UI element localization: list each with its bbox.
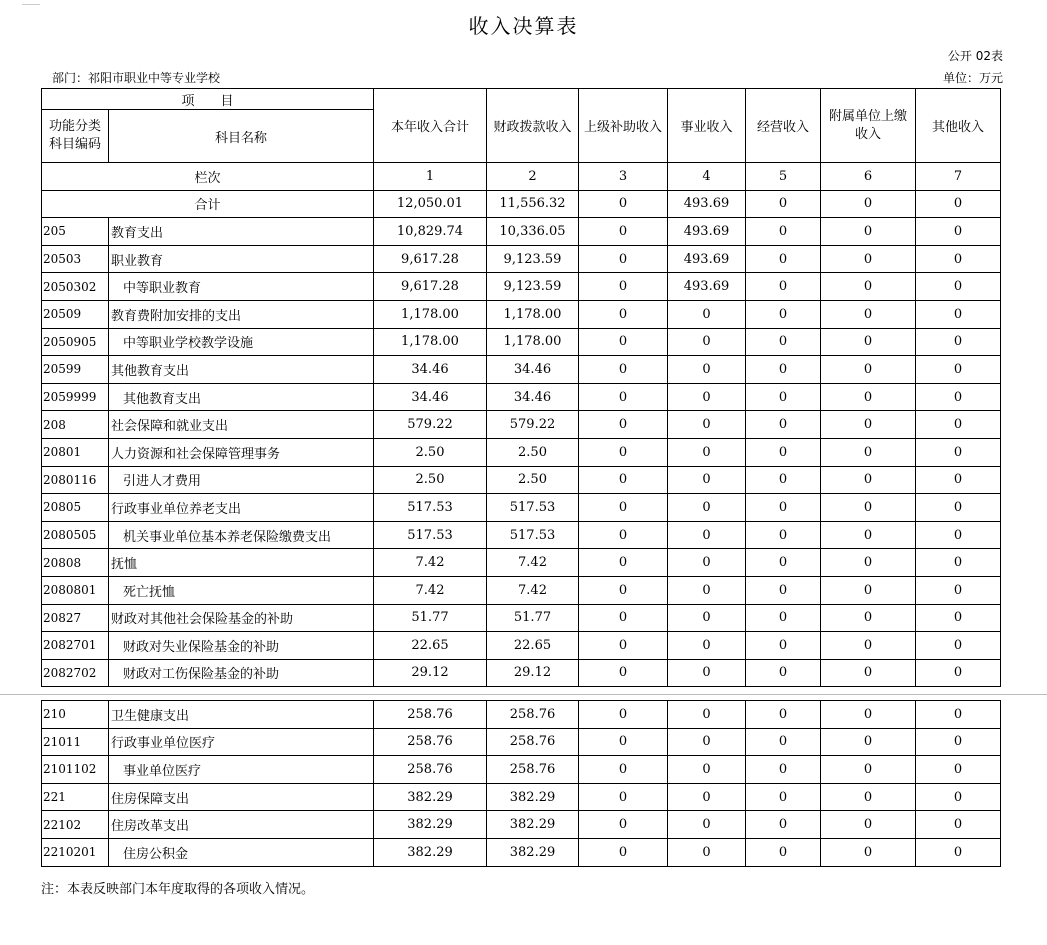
income-value: 258.76 — [487, 728, 579, 756]
income-value: 34.46 — [487, 383, 579, 411]
income-value: 0 — [579, 838, 668, 866]
income-value: 0 — [668, 576, 746, 604]
header-subject-name: 科目名称 — [109, 110, 374, 163]
income-value: 0 — [821, 838, 916, 866]
income-value: 0 — [916, 783, 1001, 811]
income-value: 0 — [579, 576, 668, 604]
header-func-code: 功能分类 科目编码 — [42, 110, 109, 163]
income-table-part1 — [41, 88, 1001, 687]
subject-code: 2080505 — [42, 521, 109, 549]
income-value: 0 — [821, 383, 916, 411]
income-value: 0 — [746, 783, 821, 811]
income-value: 0 — [746, 356, 821, 384]
income-value: 0 — [668, 300, 746, 328]
income-value: 382.29 — [487, 838, 579, 866]
income-value: 0 — [579, 411, 668, 439]
income-value: 0 — [916, 494, 1001, 522]
income-value: 0 — [668, 756, 746, 784]
income-value: 0 — [668, 728, 746, 756]
income-value: 0 — [746, 438, 821, 466]
subject-name: 死亡抚恤 — [109, 576, 374, 604]
income-value: 0 — [746, 273, 821, 301]
subject-name: 机关事业单位基本养老保险缴费支出 — [109, 521, 374, 549]
subject-code: 2080116 — [42, 466, 109, 494]
income-value: 0 — [821, 576, 916, 604]
subject-name: 社会保障和就业支出 — [109, 411, 374, 439]
subject-code: 2082701 — [42, 632, 109, 660]
income-value: 0 — [916, 328, 1001, 356]
income-value: 0 — [579, 328, 668, 356]
income-value: 517.53 — [374, 521, 487, 549]
income-value: 0 — [746, 728, 821, 756]
income-value: 0 — [916, 245, 1001, 273]
income-value: 0 — [579, 273, 668, 301]
table-row — [42, 811, 1001, 839]
income-value: 0 — [916, 300, 1001, 328]
income-value: 0 — [579, 494, 668, 522]
income-value: 1,178.00 — [374, 328, 487, 356]
income-value: 7.42 — [374, 576, 487, 604]
income-value: 0 — [746, 701, 821, 729]
income-value: 0 — [916, 383, 1001, 411]
total-label: 合计 — [42, 190, 374, 218]
subject-name: 中等职业教育 — [109, 273, 374, 301]
income-value: 517.53 — [374, 494, 487, 522]
subject-code: 2210201 — [42, 838, 109, 866]
income-value: 34.46 — [487, 356, 579, 384]
subject-code: 2101102 — [42, 756, 109, 784]
income-value: 0 — [746, 838, 821, 866]
income-value: 0 — [746, 576, 821, 604]
header-col-5: 经营收入 — [746, 89, 821, 163]
income-value: 2.50 — [374, 438, 487, 466]
header-col-4: 事业收入 — [668, 89, 746, 163]
subject-code: 221 — [42, 783, 109, 811]
income-value: 0 — [668, 438, 746, 466]
subject-name: 财政对其他社会保险基金的补助 — [109, 604, 374, 632]
income-value: 0 — [916, 632, 1001, 660]
income-value: 0 — [821, 521, 916, 549]
income-value: 34.46 — [374, 383, 487, 411]
table-row — [42, 356, 1001, 384]
footnote: 注：本表反映部门本年度取得的各项收入情况。 — [41, 882, 315, 897]
subject-code: 2059999 — [42, 383, 109, 411]
income-value: 0 — [746, 218, 821, 246]
income-value: 0 — [746, 811, 821, 839]
subject-name: 事业单位医疗 — [109, 756, 374, 784]
column-index: 7 — [916, 163, 1001, 191]
income-value: 0 — [916, 604, 1001, 632]
income-value: 22.65 — [374, 632, 487, 660]
table-row — [42, 521, 1001, 549]
income-value: 0 — [916, 549, 1001, 577]
subject-name: 财政对工伤保险基金的补助 — [109, 659, 374, 687]
income-value: 0 — [916, 756, 1001, 784]
income-value: 258.76 — [487, 756, 579, 784]
income-value: 0 — [579, 300, 668, 328]
total-value: 0 — [579, 190, 668, 218]
income-value: 0 — [668, 356, 746, 384]
income-value: 382.29 — [487, 811, 579, 839]
table-row — [42, 728, 1001, 756]
income-value: 0 — [746, 300, 821, 328]
income-value: 0 — [668, 659, 746, 687]
income-value: 382.29 — [374, 811, 487, 839]
subject-name: 抚恤 — [109, 549, 374, 577]
income-value: 0 — [668, 701, 746, 729]
income-value: 0 — [821, 273, 916, 301]
income-value: 0 — [668, 521, 746, 549]
income-value: 0 — [746, 466, 821, 494]
income-value: 258.76 — [374, 756, 487, 784]
subject-code: 21011 — [42, 728, 109, 756]
subject-code: 20509 — [42, 300, 109, 328]
income-value: 0 — [668, 383, 746, 411]
subject-name: 引进人才费用 — [109, 466, 374, 494]
income-value: 10,336.05 — [487, 218, 579, 246]
table-row — [42, 701, 1001, 729]
income-value: 0 — [579, 549, 668, 577]
income-value: 1,178.00 — [487, 300, 579, 328]
income-value: 0 — [746, 245, 821, 273]
subject-code: 2050302 — [42, 273, 109, 301]
income-value: 0 — [821, 411, 916, 439]
column-index: 6 — [821, 163, 916, 191]
income-value: 0 — [821, 811, 916, 839]
income-value: 579.22 — [487, 411, 579, 439]
income-value: 0 — [821, 245, 916, 273]
income-value: 0 — [579, 701, 668, 729]
table-row — [42, 218, 1001, 246]
header-col-1: 本年收入合计 — [374, 89, 487, 163]
income-value: 1,178.00 — [487, 328, 579, 356]
subject-code: 20827 — [42, 604, 109, 632]
income-value: 258.76 — [487, 701, 579, 729]
income-value: 0 — [821, 438, 916, 466]
income-value: 0 — [668, 328, 746, 356]
subject-code: 20808 — [42, 549, 109, 577]
table-row — [42, 838, 1001, 866]
income-value: 0 — [668, 411, 746, 439]
income-value: 7.42 — [374, 549, 487, 577]
total-value: 0 — [746, 190, 821, 218]
subject-code: 208 — [42, 411, 109, 439]
income-value: 0 — [668, 494, 746, 522]
income-value: 0 — [821, 728, 916, 756]
income-value: 7.42 — [487, 549, 579, 577]
total-value: 11,556.32 — [487, 190, 579, 218]
income-value: 0 — [579, 356, 668, 384]
income-value: 0 — [579, 659, 668, 687]
table-row — [42, 632, 1001, 660]
income-value: 0 — [579, 383, 668, 411]
subject-name: 教育支出 — [109, 218, 374, 246]
income-value: 0 — [746, 494, 821, 522]
income-value: 0 — [579, 466, 668, 494]
subject-name: 行政事业单位养老支出 — [109, 494, 374, 522]
income-value: 0 — [821, 300, 916, 328]
income-value: 382.29 — [374, 838, 487, 866]
income-value: 0 — [821, 218, 916, 246]
income-value: 0 — [746, 383, 821, 411]
income-value: 0 — [668, 604, 746, 632]
table-row — [42, 245, 1001, 273]
income-value: 0 — [668, 632, 746, 660]
income-value: 9,123.59 — [487, 273, 579, 301]
subject-code: 2080801 — [42, 576, 109, 604]
subject-name: 财政对失业保险基金的补助 — [109, 632, 374, 660]
income-value: 0 — [746, 549, 821, 577]
table-row — [42, 383, 1001, 411]
subject-code: 205 — [42, 218, 109, 246]
subject-name: 人力资源和社会保障管理事务 — [109, 438, 374, 466]
subject-name: 其他教育支出 — [109, 383, 374, 411]
subject-name: 住房公积金 — [109, 838, 374, 866]
income-value: 258.76 — [374, 728, 487, 756]
income-value: 29.12 — [374, 659, 487, 687]
income-value: 0 — [579, 756, 668, 784]
income-value: 0 — [746, 521, 821, 549]
income-value: 0 — [668, 783, 746, 811]
subject-code: 2082702 — [42, 659, 109, 687]
income-value: 0 — [579, 218, 668, 246]
income-value: 579.22 — [374, 411, 487, 439]
column-index: 1 — [374, 163, 487, 191]
column-index: 2 — [487, 163, 579, 191]
subject-name: 住房改革支出 — [109, 811, 374, 839]
income-value: 0 — [821, 701, 916, 729]
income-value: 0 — [746, 604, 821, 632]
income-value: 0 — [821, 356, 916, 384]
income-value: 0 — [668, 466, 746, 494]
subject-name: 行政事业单位医疗 — [109, 728, 374, 756]
page-title: 收入决算表 — [468, 14, 579, 38]
income-value: 0 — [916, 356, 1001, 384]
table-row — [42, 328, 1001, 356]
income-value: 493.69 — [668, 273, 746, 301]
column-index: 5 — [746, 163, 821, 191]
income-value: 0 — [821, 466, 916, 494]
income-value: 0 — [916, 411, 1001, 439]
income-value: 0 — [579, 811, 668, 839]
subject-name: 中等职业学校教学设施 — [109, 328, 374, 356]
income-value: 0 — [668, 811, 746, 839]
income-value: 34.46 — [374, 356, 487, 384]
income-value: 0 — [916, 273, 1001, 301]
income-value: 0 — [916, 218, 1001, 246]
header-col-3: 上级补助收入 — [579, 89, 668, 163]
income-table-part2 — [41, 700, 1001, 867]
subject-code: 210 — [42, 701, 109, 729]
income-value: 258.76 — [374, 701, 487, 729]
income-value: 0 — [916, 521, 1001, 549]
income-value: 29.12 — [487, 659, 579, 687]
subject-code: 22102 — [42, 811, 109, 839]
income-value: 9,617.28 — [374, 273, 487, 301]
income-value: 0 — [746, 756, 821, 784]
income-value: 0 — [821, 632, 916, 660]
table-row — [42, 783, 1001, 811]
income-value: 9,617.28 — [374, 245, 487, 273]
income-value: 0 — [916, 728, 1001, 756]
income-value: 7.42 — [487, 576, 579, 604]
table-row — [42, 756, 1001, 784]
income-value: 0 — [916, 659, 1001, 687]
income-value: 0 — [916, 438, 1001, 466]
table-row — [42, 273, 1001, 301]
unit-label: 单位：万元 — [942, 71, 1003, 85]
table-row — [42, 438, 1001, 466]
total-value: 12,050.01 — [374, 190, 487, 218]
income-value: 382.29 — [374, 783, 487, 811]
income-value: 0 — [746, 411, 821, 439]
income-value: 2.50 — [487, 466, 579, 494]
income-value: 2.50 — [374, 466, 487, 494]
income-value: 0 — [821, 494, 916, 522]
subject-name: 教育费附加安排的支出 — [109, 300, 374, 328]
income-value: 9,123.59 — [487, 245, 579, 273]
subject-name: 住房保障支出 — [109, 783, 374, 811]
subject-name: 其他教育支出 — [109, 356, 374, 384]
income-value: 0 — [916, 576, 1001, 604]
income-value: 0 — [579, 521, 668, 549]
income-value: 2.50 — [487, 438, 579, 466]
page-break-line — [0, 694, 1047, 695]
income-value: 0 — [746, 632, 821, 660]
total-value: 0 — [916, 190, 1001, 218]
header-col-7: 其他收入 — [916, 89, 1001, 163]
income-value: 10,829.74 — [374, 218, 487, 246]
income-value: 0 — [746, 328, 821, 356]
income-value: 0 — [821, 756, 916, 784]
income-value: 0 — [579, 604, 668, 632]
income-value: 0 — [746, 659, 821, 687]
income-value: 0 — [579, 438, 668, 466]
income-value: 493.69 — [668, 218, 746, 246]
table-row — [42, 576, 1001, 604]
subject-code: 20503 — [42, 245, 109, 273]
income-value: 493.69 — [668, 245, 746, 273]
income-value: 0 — [821, 783, 916, 811]
form-number: 公开 02表 — [947, 49, 1003, 63]
income-value: 0 — [916, 811, 1001, 839]
income-value: 0 — [821, 328, 916, 356]
table-row — [42, 494, 1001, 522]
table-row — [42, 604, 1001, 632]
income-value: 0 — [579, 245, 668, 273]
income-value: 1,178.00 — [374, 300, 487, 328]
income-value: 517.53 — [487, 494, 579, 522]
income-value: 0 — [579, 632, 668, 660]
table-row — [42, 411, 1001, 439]
income-value: 0 — [579, 728, 668, 756]
column-index: 4 — [668, 163, 746, 191]
department-label: 部门：祁阳市职业中等专业学校 — [52, 71, 221, 85]
income-value: 51.77 — [374, 604, 487, 632]
sheet-corner-marker — [22, 0, 40, 5]
income-value: 22.65 — [487, 632, 579, 660]
subject-code: 2050905 — [42, 328, 109, 356]
income-value: 0 — [668, 549, 746, 577]
income-value: 382.29 — [487, 783, 579, 811]
income-value: 0 — [821, 659, 916, 687]
income-value: 0 — [821, 604, 916, 632]
header-col-2: 财政拨款收入 — [487, 89, 579, 163]
income-value: 0 — [916, 466, 1001, 494]
income-value: 0 — [821, 549, 916, 577]
total-value: 493.69 — [668, 190, 746, 218]
income-value: 517.53 — [487, 521, 579, 549]
income-value: 0 — [668, 838, 746, 866]
income-value: 0 — [579, 783, 668, 811]
column-index-label: 栏次 — [42, 163, 374, 191]
table-row — [42, 549, 1001, 577]
subject-code: 20801 — [42, 438, 109, 466]
total-value: 0 — [821, 190, 916, 218]
table-row — [42, 659, 1001, 687]
income-value: 51.77 — [487, 604, 579, 632]
table-row — [42, 300, 1001, 328]
header-item: 项 目 — [42, 89, 374, 110]
column-index: 3 — [579, 163, 668, 191]
income-value: 0 — [916, 701, 1001, 729]
income-value: 0 — [916, 838, 1001, 866]
subject-name: 职业教育 — [109, 245, 374, 273]
subject-code: 20599 — [42, 356, 109, 384]
header-col-6: 附属单位上缴 收入 — [821, 89, 916, 163]
table-row — [42, 466, 1001, 494]
subject-code: 20805 — [42, 494, 109, 522]
subject-name: 卫生健康支出 — [109, 701, 374, 729]
